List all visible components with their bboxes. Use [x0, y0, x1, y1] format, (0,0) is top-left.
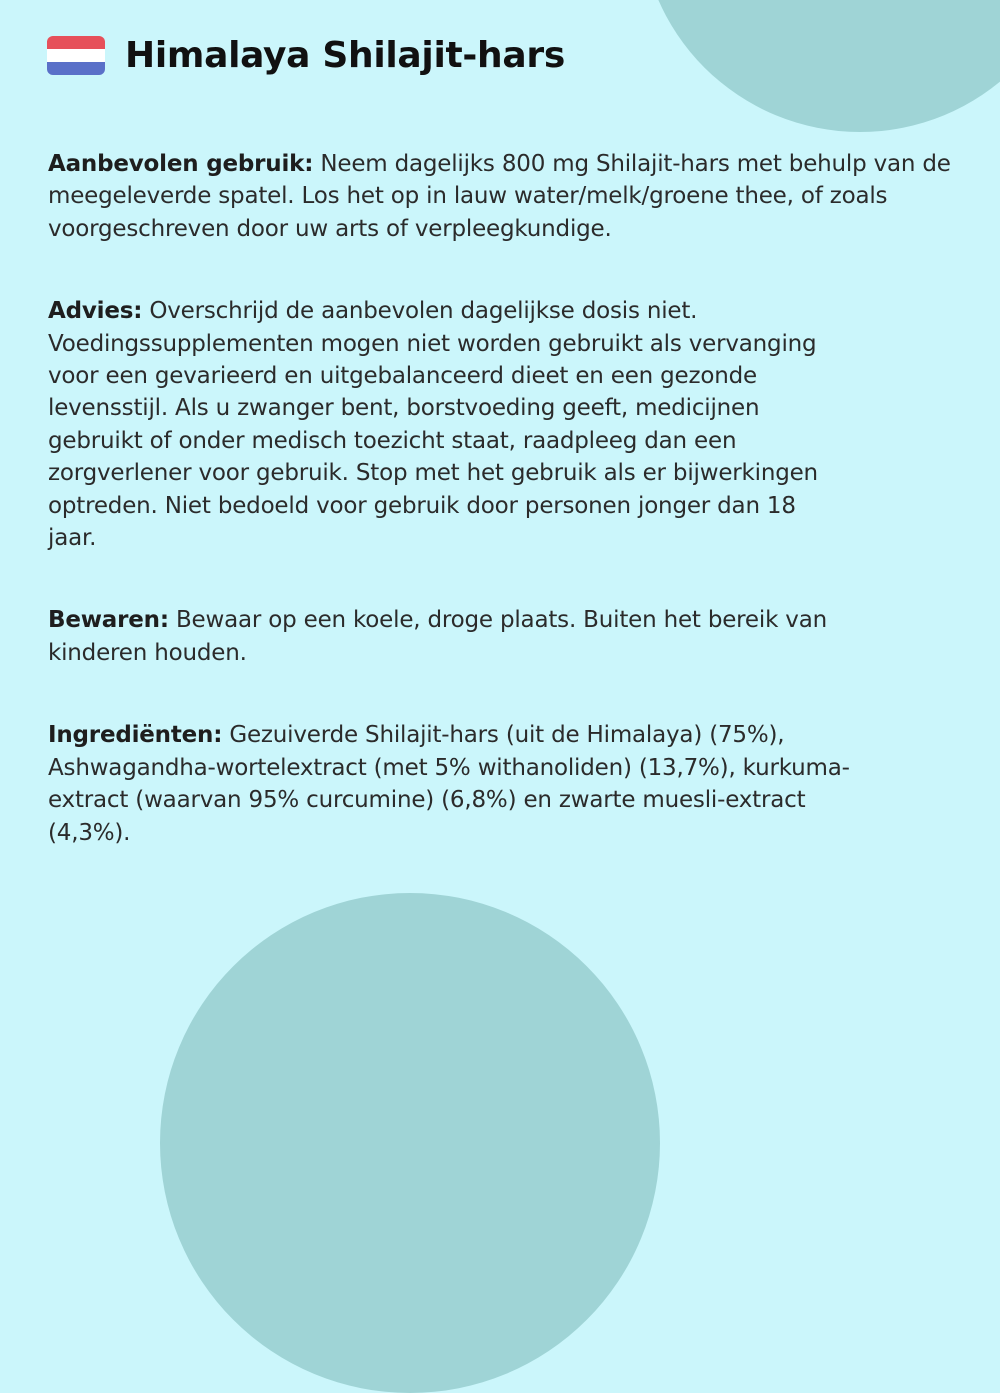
- section-ingredients: [48, 719, 868, 849]
- flag-stripe-white: [47, 49, 105, 62]
- section-label: Advies:: [48, 298, 143, 325]
- flag-stripe-red: [47, 36, 105, 49]
- flag-stripe-blue: [47, 62, 105, 75]
- section-text: Overschrijd de aanbevolen dagelijkse dosis niet. Voedingssupplementen mogen niet worden gebruikt als vervanging voor een gevarieerd en uitgebalanceerd dieet en een gezonde levensstijl. Als u zwanger bent, borstvoeding geeft, medicijnen gebruikt of onder medisch toezicht staat, raadpleeg dan een zorgverlener voor gebruik. Stop met het gebruik als er bijwerkingen optreden. Niet bedoeld voor gebruik door personen jonger dan 18 jaar.: [48, 298, 818, 552]
- section-text: Gezuiverde Shilajit-hars (uit de Himalaya) (75%), Ashwagandha-wortelextract (met 5% withanoliden) (13,7%), kurkuma-extract (waarvan 95% curcumine) (6,8%) en zwarte muesli-extract (4,3%).: [48, 722, 850, 846]
- decorative-circle-bottom: [160, 893, 660, 1393]
- section-advice: [48, 295, 848, 554]
- section-label: Aanbevolen gebruik:: [48, 151, 314, 177]
- section-text: Neem dagelijks 800 mg Shilajit-hars met behulp van de meegeleverde spatel. Los het op in lauw water/melk/groene thee, of zoals voorgeschreven door uw arts of verpleegkundige.: [48, 151, 951, 242]
- section-label: Bewaren:: [48, 607, 169, 634]
- section-text: Bewaar op een koele, droge plaats. Buiten het bereik van kinderen houden.: [48, 607, 827, 666]
- product-info: [48, 148, 958, 899]
- decorative-circle-top-right: [640, 0, 1000, 132]
- section-recommended-use: [48, 148, 953, 245]
- header: [47, 35, 565, 76]
- section-storage: [48, 604, 878, 669]
- section-label: Ingrediënten:: [48, 722, 223, 749]
- page-title: Himalaya Shilajit-hars: [125, 35, 565, 76]
- netherlands-flag-icon: [47, 36, 105, 75]
